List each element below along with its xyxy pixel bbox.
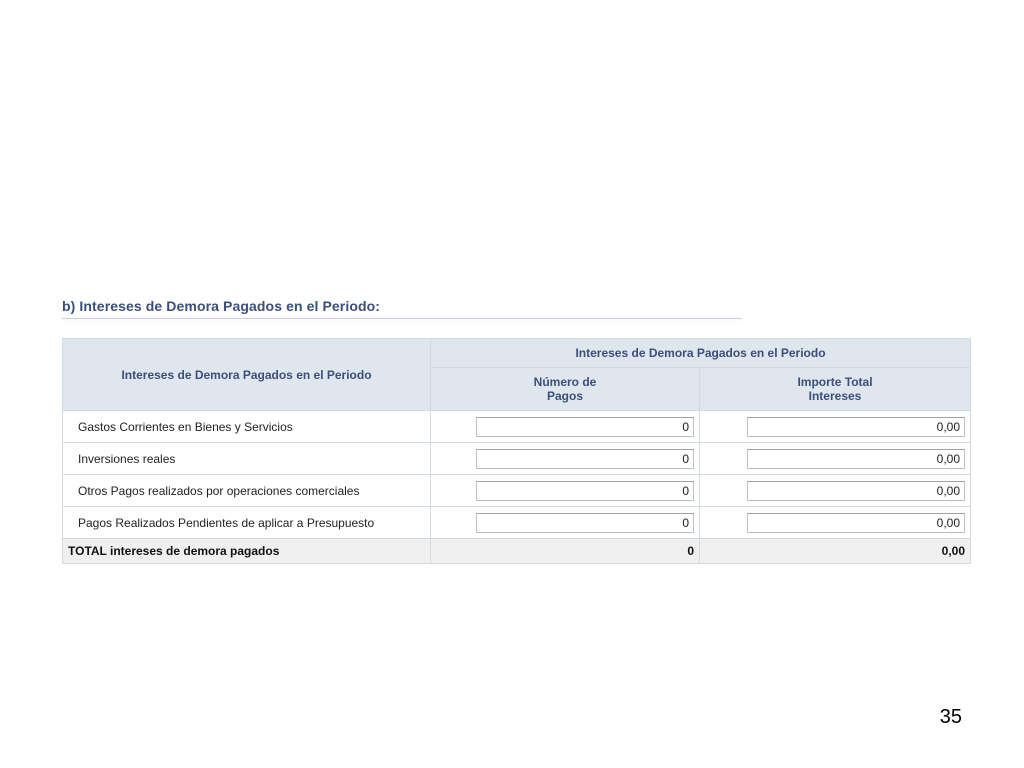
total-importe-intereses: 0,00	[700, 539, 971, 564]
row-label: Otros Pagos realizados por operaciones comerciales	[63, 475, 431, 507]
column-header-importe-line2: Intereses	[808, 389, 862, 403]
numero-pagos-input[interactable]	[476, 449, 694, 469]
row-header-cell	[63, 339, 431, 411]
column-header-importe	[700, 368, 971, 411]
title-divider	[62, 318, 742, 319]
row-header-label: Intereses de Demora Pagados en el Periodo	[121, 367, 372, 382]
table-row	[63, 443, 971, 475]
column-header-numero-line1: Número de	[533, 375, 597, 389]
column-header-importe-line1: Importe Total	[797, 375, 873, 389]
importe-intereses-input[interactable]	[747, 449, 965, 469]
page-number: 35	[939, 706, 962, 728]
importe-intereses-input[interactable]	[747, 481, 965, 501]
group-header-cell	[431, 339, 971, 368]
interest-payments-table	[62, 338, 971, 564]
group-header-label: Intereses de Demora Pagados en el Periodo	[575, 346, 826, 360]
table-row	[63, 507, 971, 539]
column-header-numero-line2: Pagos	[546, 389, 583, 403]
row-label: Gastos Corrientes en Bienes y Servicios	[63, 411, 431, 443]
row-label: Pagos Realizados Pendientes de aplicar a Presupuesto	[63, 507, 431, 539]
total-label: TOTAL intereses de demora pagados	[63, 539, 431, 564]
table-row	[63, 475, 971, 507]
numero-pagos-input[interactable]	[476, 481, 694, 501]
total-row	[63, 539, 971, 564]
section-title: b) Intereses de Demora Pagados en el Periodo:	[62, 298, 381, 314]
total-numero-pagos: 0	[431, 539, 700, 564]
column-header-numero	[431, 368, 700, 411]
importe-intereses-input[interactable]	[747, 417, 965, 437]
importe-intereses-input[interactable]	[747, 513, 965, 533]
header-row-top	[63, 339, 971, 368]
numero-pagos-input[interactable]	[476, 513, 694, 533]
table-row	[63, 411, 971, 443]
numero-pagos-input[interactable]	[476, 417, 694, 437]
row-label: Inversiones reales	[63, 443, 431, 475]
